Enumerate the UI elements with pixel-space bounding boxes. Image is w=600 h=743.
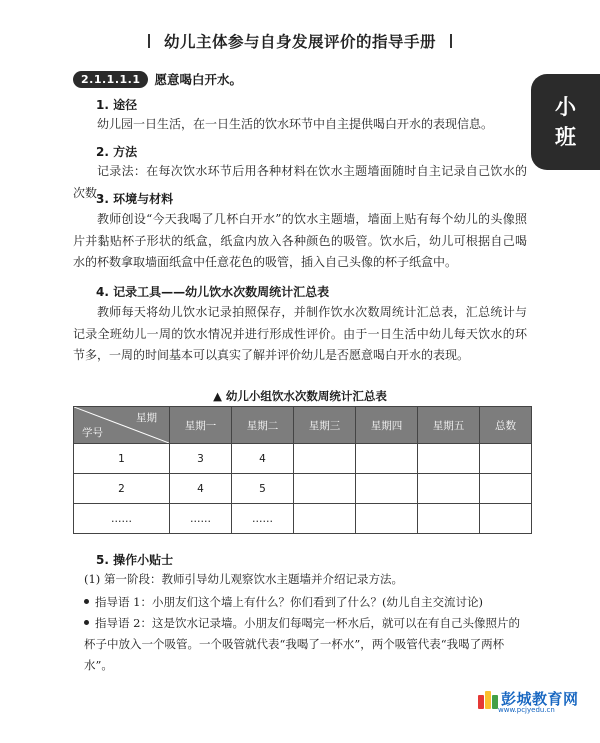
table-cell: ……	[74, 504, 170, 534]
table-header-row	[74, 407, 532, 444]
table-row	[74, 504, 532, 534]
section-number-badge: 2.1.1.1.1	[73, 71, 148, 88]
table-cell	[418, 504, 480, 534]
table-cell	[356, 474, 418, 504]
bullet-text: 指导语 2：这是饮水记录墙。小朋友们每喝完一杯水后，就可以在有自己头像照片的杯子中放入一个吸管。一个吸管就代表“我喝了一杯水”，两个吸管代表“我喝了两杯水”。	[84, 616, 520, 672]
item-heading: 1. 途径	[96, 98, 138, 112]
running-head-title: 幼儿主体参与自身发展评价的指导手册	[163, 33, 436, 51]
table-cell	[356, 444, 418, 474]
column-header: 星期五	[418, 407, 480, 444]
side-tab-char: 班	[555, 125, 576, 149]
table-cell	[418, 444, 480, 474]
table-cell: 2	[74, 474, 170, 504]
table-cell	[480, 474, 532, 504]
table-cell: 4	[170, 474, 232, 504]
table-row	[74, 444, 532, 474]
table-cell: ……	[170, 504, 232, 534]
watermark-url: www.pcjyedu.cn	[498, 706, 555, 714]
column-header: 星期一	[170, 407, 232, 444]
stats-table	[73, 406, 532, 534]
running-head	[0, 30, 600, 52]
table-cell	[418, 474, 480, 504]
watermark-text: 彭城教育网	[501, 690, 579, 708]
corner-top-label: 星期	[136, 412, 157, 424]
section-title: 愿意喝白开水。	[154, 72, 242, 87]
table-cell	[480, 504, 532, 534]
item-heading: 4. 记录工具——幼儿饮水次数周统计汇总表	[96, 285, 330, 299]
table-row	[74, 474, 532, 504]
section-heading	[73, 69, 242, 89]
item-heading: 3. 环境与材料	[96, 192, 174, 206]
bullet-item	[84, 613, 528, 676]
item-body: 幼儿园一日生活，在一日生活的饮水环节中自主提供喝白开水的表现信息。	[97, 117, 494, 131]
table-cell: 4	[232, 444, 294, 474]
corner-cell	[74, 407, 170, 444]
table-cell	[294, 474, 356, 504]
stage-text: (1) 第一阶段：教师引导幼儿观察饮水主题墙并介绍记录方法。	[84, 572, 403, 586]
bullet-text: 指导语 1：小朋友们这个墙上有什么？你们看到了什么？(幼儿自主交流讨论)	[95, 595, 483, 609]
table-cell	[294, 444, 356, 474]
divider	[450, 34, 452, 48]
column-header: 星期二	[232, 407, 294, 444]
item-body: 记录法：在每次饮水环节后用各种材料在饮水主题墙面随时自主记录自己饮水的次数。	[73, 164, 527, 200]
item-body: 教师每天将幼儿饮水记录拍照保存，并制作饮水次数周统计汇总表，汇总统计与记录全班幼儿一周的饮水情况并进行形成性评价。由于一日生活中幼儿每天饮水的环节多，一周的时间基本可以真实了解并评价幼儿是否愿意喝白开水的表现。	[73, 305, 527, 362]
column-header: 星期三	[294, 407, 356, 444]
table-caption: ▲ 幼儿小组饮水次数周统计汇总表	[213, 389, 387, 403]
table-cell: ……	[232, 504, 294, 534]
books-icon	[478, 689, 498, 709]
side-tab	[531, 74, 600, 170]
bullet-dot	[84, 599, 89, 604]
bullet-item	[84, 592, 528, 613]
column-header: 星期四	[356, 407, 418, 444]
bullet-dot	[84, 620, 89, 625]
side-tab-char: 小	[555, 95, 576, 119]
corner-bottom-label: 学号	[82, 427, 103, 439]
table-cell	[356, 504, 418, 534]
table-cell: 5	[232, 474, 294, 504]
table-cell	[294, 504, 356, 534]
table-cell	[480, 444, 532, 474]
item-body: 教师创设“今天我喝了几杯白开水”的饮水主题墙，墙面上贴有每个幼儿的头像照片并黏贴杯子形状的纸盒，纸盒内放入各种颜色的吸管。饮水后，幼儿可根据自己喝水的杯数拿取墙面纸盒中任意花色的吸管，插入自己头像的杯子纸盒中。	[73, 212, 527, 269]
divider	[148, 34, 150, 48]
item-heading: 2. 方法	[96, 145, 138, 159]
table-cell: 3	[170, 444, 232, 474]
item-heading: 5. 操作小贴士	[96, 553, 174, 567]
column-header: 总数	[480, 407, 532, 444]
table-cell: 1	[74, 444, 170, 474]
